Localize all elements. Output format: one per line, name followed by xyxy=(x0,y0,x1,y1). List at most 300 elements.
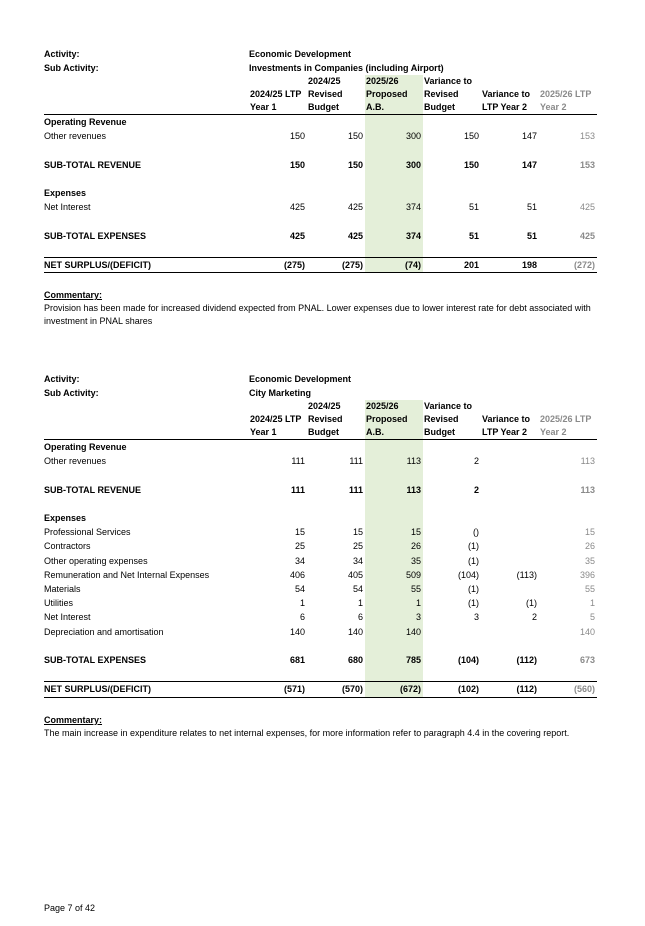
row-value xyxy=(307,497,365,511)
budget-section-city-marketing xyxy=(44,372,597,740)
row-value: 15 xyxy=(352,527,363,538)
column-header-line: Revised xyxy=(308,414,343,424)
column-header xyxy=(365,75,423,115)
column-header xyxy=(481,400,539,440)
row-value: 3 xyxy=(365,610,423,624)
column-header-line: Year 2 xyxy=(540,427,567,437)
row-value: 25 xyxy=(352,541,363,552)
row-value: 425 xyxy=(347,202,363,213)
row-value: 113 xyxy=(365,483,423,497)
table-row xyxy=(44,667,597,682)
row-value: () xyxy=(473,527,479,538)
row-value: 300 xyxy=(365,129,423,143)
row-value: 147 xyxy=(521,159,537,170)
row-value: 111 xyxy=(349,456,363,467)
row-value xyxy=(423,440,481,455)
row-value xyxy=(539,172,597,186)
row-label: Net Interest xyxy=(44,202,91,213)
column-header-line: 2025/26 xyxy=(366,76,399,86)
row-value: 51 xyxy=(526,202,537,213)
column-header xyxy=(249,75,307,115)
row-value: 300 xyxy=(365,158,423,172)
row-value: 140 xyxy=(365,625,423,639)
row-value: 111 xyxy=(290,484,305,495)
row-value: (1) xyxy=(468,598,479,609)
column-header-line: Year 1 xyxy=(250,427,277,437)
row-value: 51 xyxy=(468,202,479,213)
sub-activity-row xyxy=(44,386,597,400)
row-value: (275) xyxy=(307,257,365,272)
row-value xyxy=(481,440,539,455)
table-row xyxy=(44,143,597,157)
row-value xyxy=(423,186,481,200)
row-value: 1 xyxy=(589,598,595,609)
row-value: (570) xyxy=(307,682,365,697)
row-value xyxy=(307,468,365,482)
column-header-line: 2025/26 LTP xyxy=(540,414,592,424)
row-label xyxy=(44,639,249,653)
row-value: 150 xyxy=(347,159,363,170)
activity-value: Economic Development xyxy=(249,49,352,59)
row-value: (104) xyxy=(457,569,479,580)
row-value: 111 xyxy=(348,484,363,495)
row-label: Operating Revenue xyxy=(44,117,127,127)
row-value xyxy=(481,525,539,539)
row-value: (112) xyxy=(481,682,539,697)
row-value: 54 xyxy=(294,584,305,594)
row-label: Contractors xyxy=(44,541,91,552)
row-value xyxy=(481,172,539,186)
column-header-line: Variance to xyxy=(482,414,531,424)
row-value: 150 xyxy=(463,159,479,170)
row-value: 55 xyxy=(584,584,595,594)
column-header-line: Revised xyxy=(424,89,459,99)
row-label: Other operating expenses xyxy=(44,555,148,566)
column-header-line: Variance to xyxy=(424,401,473,411)
row-value xyxy=(365,468,423,482)
row-value xyxy=(249,667,307,682)
row-value xyxy=(307,115,365,130)
row-value: 5 xyxy=(589,612,595,623)
row-value xyxy=(249,115,307,130)
row-value: 406 xyxy=(289,569,305,580)
row-value xyxy=(423,115,481,130)
column-header-line: 2025/26 LTP xyxy=(540,89,592,99)
row-value: 15 xyxy=(584,527,595,538)
row-value xyxy=(365,511,423,525)
row-value: (74) xyxy=(365,257,423,272)
row-value: (672) xyxy=(365,682,423,697)
row-value: (272) xyxy=(539,257,597,272)
row-value xyxy=(539,497,597,511)
column-header xyxy=(423,400,481,440)
row-value: 111 xyxy=(291,456,305,467)
column-header-line: Budget xyxy=(308,102,339,112)
column-header-line: Variance to xyxy=(424,76,473,86)
row-value xyxy=(365,497,423,511)
row-value xyxy=(481,582,539,596)
row-label xyxy=(44,214,249,228)
column-header-line: Revised xyxy=(424,414,459,424)
row-value xyxy=(539,468,597,482)
row-value xyxy=(365,186,423,200)
row-value xyxy=(365,639,423,653)
row-value: 681 xyxy=(289,655,305,665)
commentary-heading: Commentary: xyxy=(44,714,103,725)
column-header-line: 2024/25 xyxy=(308,401,341,411)
commentary-text: The main increase in expenditure relates to net internal expenses, for more information refer to paragraph 4.4 in the covering report. xyxy=(44,727,570,738)
row-label: SUB-TOTAL REVENUE xyxy=(44,484,142,495)
row-value: (1) xyxy=(468,541,479,552)
row-value: 15 xyxy=(294,527,305,538)
row-value xyxy=(539,511,597,525)
table-row xyxy=(44,582,597,596)
column-header-line: 2025/26 xyxy=(366,401,399,411)
table-row xyxy=(44,243,597,258)
row-label: Other revenues xyxy=(44,456,107,467)
row-value xyxy=(307,243,365,258)
table-row xyxy=(44,596,597,610)
row-label xyxy=(44,243,249,258)
column-header-line: Proposed xyxy=(366,89,408,99)
budget-section-investments xyxy=(44,47,597,328)
row-label: SUB-TOTAL EXPENSES xyxy=(44,230,147,241)
column-header xyxy=(307,400,365,440)
budget-table xyxy=(44,75,597,273)
row-value xyxy=(249,497,307,511)
row-value: (104) xyxy=(457,655,479,665)
row-value xyxy=(249,511,307,525)
row-label: Depreciation and amortisation xyxy=(44,626,164,637)
row-value xyxy=(249,639,307,653)
row-label xyxy=(44,667,249,682)
row-value xyxy=(249,214,307,228)
column-header-line: LTP Year 2 xyxy=(482,427,528,437)
row-label: Utilities xyxy=(44,598,74,609)
row-label: Expenses xyxy=(44,187,87,198)
row-value: 153 xyxy=(579,131,595,142)
row-label: SUB-TOTAL EXPENSES xyxy=(44,655,147,665)
table-row xyxy=(44,525,597,539)
row-value: 2 xyxy=(473,484,479,495)
row-value: 374 xyxy=(365,229,423,243)
table-row xyxy=(44,200,597,214)
row-value xyxy=(481,468,539,482)
row-value xyxy=(481,639,539,653)
column-header-line: 2024/25 LTP xyxy=(250,89,302,99)
row-value xyxy=(365,667,423,682)
row-value xyxy=(539,639,597,653)
row-value: 34 xyxy=(352,555,363,566)
row-value xyxy=(423,511,481,525)
table-row xyxy=(44,610,597,624)
header-label-blank xyxy=(44,75,249,115)
row-value: 26 xyxy=(584,541,595,552)
row-value: 425 xyxy=(579,202,595,213)
column-header-line xyxy=(540,75,597,88)
sub-activity-label: Sub Activity: xyxy=(44,388,99,398)
table-row xyxy=(44,158,597,172)
row-value xyxy=(539,115,597,130)
row-value xyxy=(539,214,597,228)
column-header xyxy=(307,75,365,115)
row-value: 425 xyxy=(579,230,595,241)
row-label: NET SURPLUS/(DEFICIT) xyxy=(44,682,249,697)
row-value: (1) xyxy=(468,555,479,566)
column-header-line xyxy=(482,75,539,88)
row-value: 405 xyxy=(347,569,363,580)
row-value: 6 xyxy=(299,612,305,623)
row-value: 198 xyxy=(481,257,539,272)
row-value xyxy=(481,539,539,553)
row-value xyxy=(365,243,423,258)
row-value: 113 xyxy=(365,454,423,468)
column-header-line: 2024/25 xyxy=(308,76,341,86)
row-value: 35 xyxy=(365,554,423,568)
activity-label: Activity: xyxy=(44,374,80,384)
column-header-line xyxy=(540,400,597,413)
row-value: 140 xyxy=(579,626,595,637)
row-value: 509 xyxy=(365,568,423,582)
table-row xyxy=(44,229,597,243)
row-value: 425 xyxy=(347,230,363,241)
sub-activity-row xyxy=(44,61,597,75)
row-value: (113) xyxy=(516,569,537,580)
column-header-line: 2024/25 LTP xyxy=(250,414,302,424)
row-value xyxy=(249,143,307,157)
row-value: 55 xyxy=(365,582,423,596)
column-header-line: LTP Year 2 xyxy=(482,102,528,112)
activity-label: Activity: xyxy=(44,49,80,59)
row-value: 34 xyxy=(294,555,305,566)
row-value: 396 xyxy=(579,569,595,580)
column-header xyxy=(481,75,539,115)
column-header-line: Variance to xyxy=(482,89,531,99)
row-value xyxy=(423,667,481,682)
row-value xyxy=(539,667,597,682)
table-row xyxy=(44,172,597,186)
row-value: 25 xyxy=(294,541,305,552)
row-value: 201 xyxy=(423,257,481,272)
table-row xyxy=(44,454,597,468)
activity-row xyxy=(44,372,597,386)
column-header xyxy=(539,75,597,115)
table-row xyxy=(44,568,597,582)
row-value xyxy=(423,497,481,511)
column-header-line: Budget xyxy=(308,427,339,437)
row-value xyxy=(249,186,307,200)
table-row xyxy=(44,539,597,553)
column-header-line: A.B. xyxy=(366,102,384,112)
row-value: 140 xyxy=(347,626,363,637)
row-label xyxy=(44,497,249,511)
row-value: 26 xyxy=(365,539,423,553)
budget-table xyxy=(44,400,597,698)
row-value xyxy=(481,554,539,568)
table-header-row xyxy=(44,75,597,115)
row-label: Materials xyxy=(44,584,81,594)
row-value xyxy=(481,454,539,468)
row-value xyxy=(423,639,481,653)
row-label: NET SURPLUS/(DEFICIT) xyxy=(44,257,249,272)
column-header-line xyxy=(250,75,307,88)
row-value: 113 xyxy=(580,484,595,495)
table-row xyxy=(44,682,597,697)
commentary-text: Provision has been made for increased dividend expected from PNAL. Lower expenses due to lower interest rate for debt associated with investment in PNAL shares xyxy=(44,303,591,327)
row-value: 3 xyxy=(473,612,479,623)
row-value xyxy=(365,143,423,157)
column-header-line: Revised xyxy=(308,89,343,99)
row-value: 35 xyxy=(584,555,595,566)
commentary-heading: Commentary: xyxy=(44,290,103,301)
row-value xyxy=(249,243,307,258)
table-row xyxy=(44,214,597,228)
row-value xyxy=(307,172,365,186)
row-value xyxy=(307,440,365,455)
row-value xyxy=(481,243,539,258)
row-value xyxy=(481,214,539,228)
row-value: 150 xyxy=(347,131,363,142)
row-value: 425 xyxy=(289,202,305,213)
column-header xyxy=(249,400,307,440)
row-value: 680 xyxy=(347,655,363,665)
column-header-line: Year 1 xyxy=(250,102,277,112)
column-header xyxy=(423,75,481,115)
row-value xyxy=(249,172,307,186)
row-value xyxy=(481,511,539,525)
row-value: 15 xyxy=(365,525,423,539)
column-header-line: Proposed xyxy=(366,414,408,424)
row-value: 1 xyxy=(365,596,423,610)
row-value xyxy=(307,511,365,525)
row-value: 2 xyxy=(473,456,479,467)
row-value xyxy=(307,143,365,157)
row-value: 153 xyxy=(579,159,595,170)
table-row xyxy=(44,129,597,143)
row-value xyxy=(249,468,307,482)
row-value: 147 xyxy=(521,131,537,142)
table-header-row xyxy=(44,400,597,440)
row-value xyxy=(539,186,597,200)
table-row xyxy=(44,511,597,525)
row-value: (571) xyxy=(249,682,307,697)
row-label: Other revenues xyxy=(44,131,107,142)
row-value xyxy=(365,214,423,228)
row-value: 150 xyxy=(289,131,305,142)
row-value xyxy=(539,440,597,455)
row-value: 51 xyxy=(526,230,537,241)
row-value xyxy=(423,214,481,228)
row-value xyxy=(365,172,423,186)
row-value xyxy=(307,639,365,653)
row-value: 113 xyxy=(580,456,595,467)
row-value xyxy=(423,172,481,186)
row-label xyxy=(44,468,249,482)
row-value xyxy=(365,440,423,455)
row-label: Remuneration and Net Internal Expenses xyxy=(44,569,210,580)
table-row xyxy=(44,639,597,653)
page-number: Page 7 of 42 xyxy=(44,903,96,913)
sub-activity-value: City Marketing xyxy=(249,388,312,398)
table-row xyxy=(44,625,597,639)
column-header-line: A.B. xyxy=(366,427,384,437)
row-value: (112) xyxy=(516,655,537,665)
row-value xyxy=(481,667,539,682)
table-row xyxy=(44,483,597,497)
row-value xyxy=(423,243,481,258)
column-header-line xyxy=(250,400,307,413)
table-row xyxy=(44,440,597,455)
row-value: (275) xyxy=(249,257,307,272)
row-value xyxy=(481,186,539,200)
row-value xyxy=(481,483,539,497)
sub-activity-value: Investments in Companies (including Airport) xyxy=(249,63,444,73)
table-row xyxy=(44,186,597,200)
row-value xyxy=(539,143,597,157)
row-value xyxy=(481,143,539,157)
column-header-line: Year 2 xyxy=(540,102,567,112)
activity-value: Economic Development xyxy=(249,374,352,384)
row-value: 140 xyxy=(289,626,305,637)
row-value xyxy=(249,440,307,455)
column-header xyxy=(539,400,597,440)
row-value: (1) xyxy=(526,598,537,609)
row-value: 54 xyxy=(352,584,363,594)
row-label: Expenses xyxy=(44,512,87,523)
row-value xyxy=(423,625,481,639)
row-value: 1 xyxy=(299,598,305,609)
table-row xyxy=(44,115,597,130)
column-header-line xyxy=(482,400,539,413)
row-value xyxy=(481,497,539,511)
row-value: 6 xyxy=(357,612,363,623)
row-value xyxy=(307,214,365,228)
row-value: 2 xyxy=(531,612,537,623)
row-label: SUB-TOTAL REVENUE xyxy=(44,159,142,170)
sub-activity-label: Sub Activity: xyxy=(44,63,99,73)
row-value xyxy=(307,667,365,682)
row-value xyxy=(365,115,423,130)
row-value xyxy=(423,143,481,157)
row-value: 785 xyxy=(365,653,423,667)
row-label xyxy=(44,172,249,186)
row-value: 673 xyxy=(579,655,595,665)
row-value xyxy=(423,468,481,482)
row-value: 150 xyxy=(289,159,305,170)
row-value xyxy=(307,186,365,200)
row-value: 150 xyxy=(463,131,479,142)
row-label: Operating Revenue xyxy=(44,442,127,452)
table-row xyxy=(44,257,597,272)
row-value xyxy=(481,625,539,639)
column-header-line: Budget xyxy=(424,102,455,112)
row-value: (1) xyxy=(468,584,479,594)
row-value: 51 xyxy=(468,230,479,241)
activity-row xyxy=(44,47,597,61)
table-row xyxy=(44,468,597,482)
row-value: (560) xyxy=(539,682,597,697)
row-value: (102) xyxy=(423,682,481,697)
header-label-blank xyxy=(44,400,249,440)
row-value: 1 xyxy=(357,598,363,609)
row-value: 425 xyxy=(289,230,305,241)
row-label: Net Interest xyxy=(44,612,91,623)
table-row xyxy=(44,497,597,511)
row-label xyxy=(44,143,249,157)
table-row xyxy=(44,653,597,667)
table-row xyxy=(44,554,597,568)
column-header-line: Budget xyxy=(424,427,455,437)
